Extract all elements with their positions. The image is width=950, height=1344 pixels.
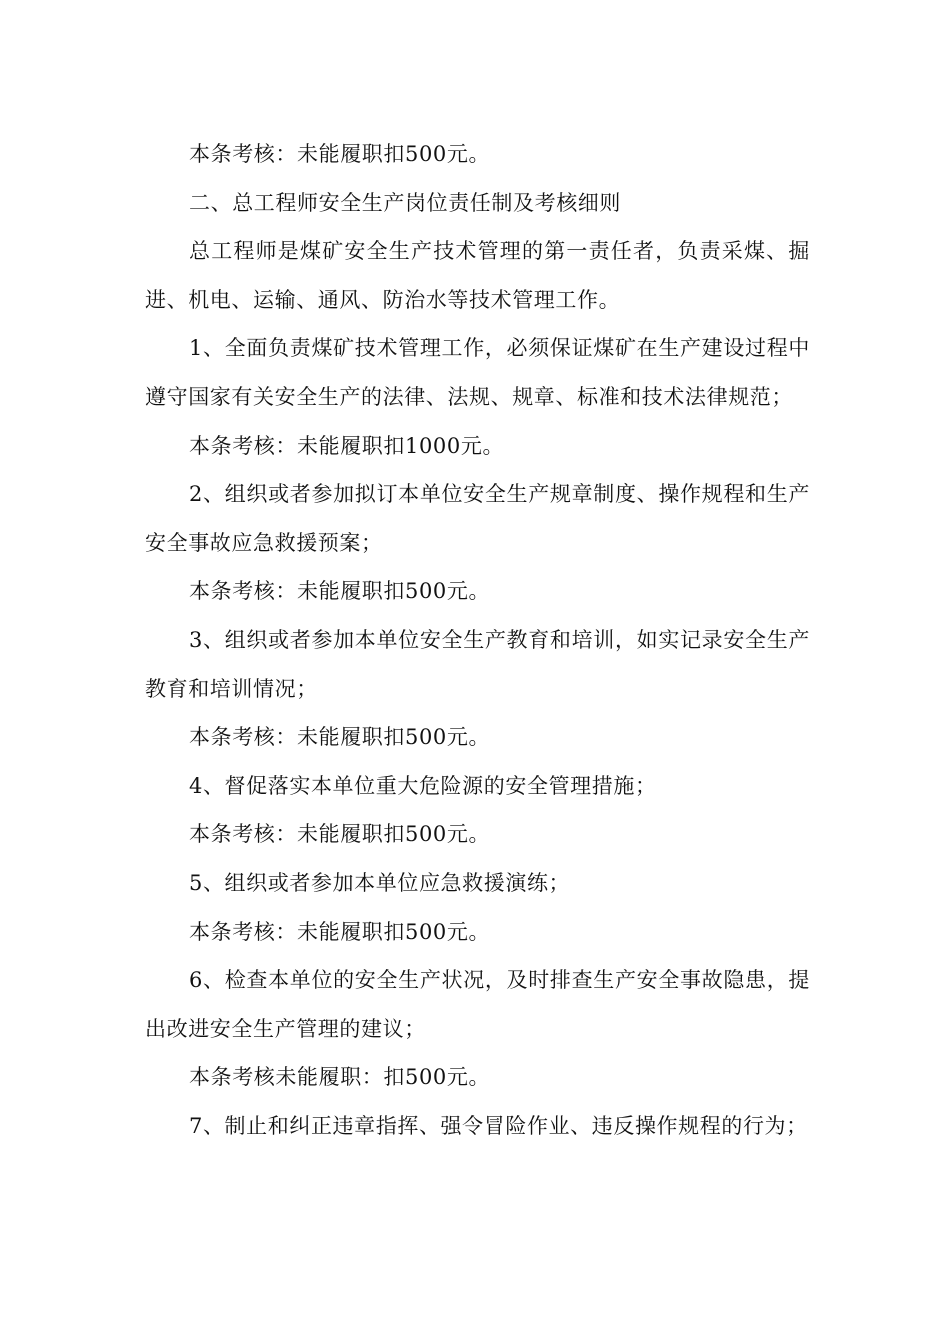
document-body [145,130,810,1150]
duty-item-4: 4、督促落实本单位重大危险源的安全管理措施； [189,773,657,798]
paragraph-assessment: 本条考核：未能履职扣500元。 [189,822,491,847]
duty-item-6: 6、检查本单位的安全生产状况，及时排查生产安全事故隐患，提出改进安全生产管理的建议； [145,968,810,1041]
duty-item-1: 1、全面负责煤矿技术管理工作，必须保证煤矿在生产建设过程中遵守国家有关安全生产的法律、法规、规章、标准和技术法律规范； [145,336,810,409]
section-heading: 二、总工程师安全生产岗位责任制及考核细则 [189,190,621,215]
paragraph-assessment: 本条考核：未能履职扣500元。 [189,579,491,604]
paragraph-assessment: 本条考核未能履职：扣500元。 [189,1065,491,1090]
duty-item-2: 2、组织或者参加拟订本单位安全生产规章制度、操作规程和生产安全事故应急救援预案； [145,482,810,555]
paragraph-assessment: 本条考核：未能履职扣1000元。 [189,433,505,458]
paragraph-assessment: 本条考核：未能履职扣500元。 [189,919,491,944]
paragraph-intro: 总工程师是煤矿安全生产技术管理的第一责任者，负责采煤、掘进、机电、运输、通风、防治水等技术管理工作。 [145,239,810,312]
duty-item-7: 7、制止和纠正违章指挥、强令冒险作业、违反操作规程的行为； [189,1113,808,1138]
paragraph-assessment: 本条考核：未能履职扣500元。 [189,142,491,166]
duty-item-3: 3、组织或者参加本单位安全生产教育和培训，如实记录安全生产教育和培训情况； [145,627,810,701]
duty-item-5: 5、组织或者参加本单位应急救援演练； [189,870,571,895]
paragraph-assessment: 本条考核：未能履职扣500元。 [189,725,491,750]
